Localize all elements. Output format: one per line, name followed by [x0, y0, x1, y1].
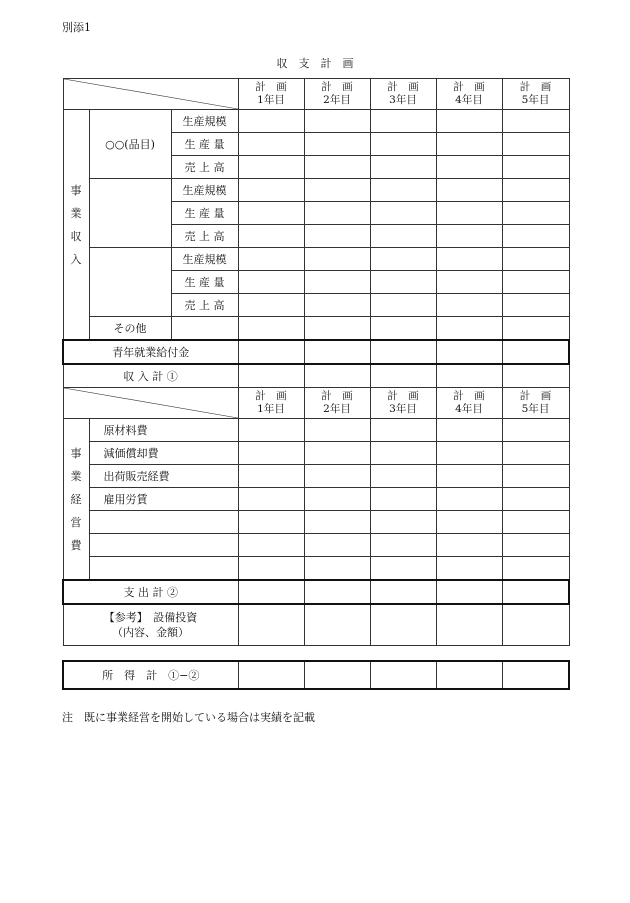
item-name-cell[interactable]	[89, 248, 171, 317]
value-cell[interactable]	[436, 419, 502, 442]
value-cell[interactable]	[370, 511, 436, 534]
year-header-2: 計 画 2年目	[304, 79, 370, 110]
income-header-row	[63, 79, 569, 110]
expense-row	[63, 488, 569, 511]
value-cell[interactable]	[436, 661, 502, 689]
value-cell[interactable]	[502, 271, 569, 294]
sub-row-label: 生産規模	[171, 110, 238, 133]
value-cell[interactable]	[436, 604, 502, 646]
value-cell[interactable]	[370, 133, 436, 156]
value-cell[interactable]	[436, 340, 502, 364]
year-header-1: 計 画 1年目	[238, 79, 304, 110]
value-cell[interactable]	[238, 202, 304, 225]
value-cell[interactable]	[304, 534, 370, 557]
value-cell[interactable]	[502, 488, 569, 511]
expense-total-row	[63, 580, 569, 604]
sub-row-label: 生 産 量	[171, 202, 238, 225]
value-cell[interactable]	[238, 488, 304, 511]
expense-row	[63, 511, 569, 534]
diagonal-header-cell	[63, 388, 238, 419]
year-header-3: 計 画 3年目	[370, 79, 436, 110]
value-cell[interactable]	[370, 110, 436, 133]
value-cell[interactable]	[502, 202, 569, 225]
expense-row	[63, 465, 569, 488]
expense-item-label: 出荷販売経費	[89, 465, 238, 488]
income-total-table	[62, 660, 570, 690]
value-cell[interactable]	[502, 419, 569, 442]
value-cell[interactable]	[370, 580, 436, 604]
value-cell[interactable]	[304, 364, 370, 388]
year-header-5: 計 画 5年目	[502, 79, 569, 110]
value-cell[interactable]	[304, 557, 370, 581]
sub-row-label: 生産規模	[171, 179, 238, 202]
reference-line-1: 【参考】 設備投資	[103, 611, 198, 624]
value-cell[interactable]	[304, 156, 370, 179]
income-other-row	[63, 317, 569, 341]
other-label: その他	[89, 317, 171, 341]
sub-row-label: 売 上 高	[171, 294, 238, 317]
value-cell[interactable]	[238, 340, 304, 364]
expense-header-row	[63, 388, 569, 419]
expense-item-label: 原材料費	[89, 419, 238, 442]
expense-row	[63, 419, 569, 442]
value-cell[interactable]	[238, 271, 304, 294]
value-cell[interactable]	[238, 156, 304, 179]
value-cell[interactable]	[502, 442, 569, 465]
sub-row-label: 生 産 量	[171, 271, 238, 294]
value-cell[interactable]	[238, 419, 304, 442]
expense-item-label: 減価償却費	[89, 442, 238, 465]
value-cell[interactable]	[238, 133, 304, 156]
value-cell[interactable]	[304, 442, 370, 465]
value-cell[interactable]	[238, 248, 304, 271]
value-cell[interactable]	[304, 248, 370, 271]
expense-row	[63, 557, 569, 581]
value-cell[interactable]	[436, 248, 502, 271]
value-cell[interactable]	[436, 317, 502, 341]
value-cell[interactable]	[502, 364, 569, 388]
value-cell[interactable]	[502, 248, 569, 271]
value-cell[interactable]	[502, 110, 569, 133]
value-cell[interactable]	[502, 317, 569, 341]
value-cell[interactable]	[502, 580, 569, 604]
value-cell[interactable]	[304, 225, 370, 248]
year-header-5: 計 画 5年目	[502, 388, 569, 419]
expense-row	[63, 534, 569, 557]
income-category-label: 事 業 収 入	[63, 110, 89, 341]
value-cell[interactable]	[370, 248, 436, 271]
value-cell[interactable]	[238, 580, 304, 604]
value-cell[interactable]	[436, 511, 502, 534]
value-cell[interactable]	[238, 225, 304, 248]
net-income-row	[63, 661, 569, 689]
value-cell[interactable]	[238, 511, 304, 534]
value-cell[interactable]	[436, 465, 502, 488]
value-cell[interactable]	[436, 202, 502, 225]
value-cell[interactable]	[370, 465, 436, 488]
value-cell[interactable]	[502, 557, 569, 581]
year-header-3: 計 画 3年目	[370, 388, 436, 419]
value-cell[interactable]	[304, 419, 370, 442]
value-cell[interactable]	[304, 294, 370, 317]
value-cell[interactable]	[370, 202, 436, 225]
value-cell[interactable]	[304, 340, 370, 364]
expense-total-label: 支 出 計 ②	[63, 580, 238, 604]
item-name-cell[interactable]	[89, 179, 171, 248]
footnote: 注 既に事業経営を開始している場合は実績を記載	[62, 711, 315, 724]
income-total-label: 収 入 計 ①	[63, 364, 238, 388]
value-cell[interactable]	[436, 179, 502, 202]
value-cell[interactable]	[238, 110, 304, 133]
value-cell[interactable]	[238, 442, 304, 465]
value-cell[interactable]	[502, 465, 569, 488]
value-cell[interactable]	[304, 488, 370, 511]
year-header-1: 計 画 1年目	[238, 388, 304, 419]
value-cell[interactable]	[238, 557, 304, 581]
value-cell[interactable]	[370, 557, 436, 581]
value-cell[interactable]	[502, 511, 569, 534]
value-cell[interactable]	[502, 179, 569, 202]
value-cell[interactable]	[436, 557, 502, 581]
value-cell[interactable]	[436, 294, 502, 317]
income-group2-row1	[63, 179, 569, 202]
value-cell[interactable]	[436, 488, 502, 511]
net-income-label: 所 得 計 ①−②	[63, 661, 238, 689]
value-cell[interactable]	[370, 225, 436, 248]
value-cell[interactable]	[436, 271, 502, 294]
attachment-label: 別添1	[62, 21, 91, 34]
value-cell[interactable]	[370, 661, 436, 689]
value-cell[interactable]	[238, 534, 304, 557]
value-cell[interactable]	[238, 661, 304, 689]
value-cell[interactable]	[436, 156, 502, 179]
year-header-4: 計 画 4年目	[436, 388, 502, 419]
value-cell[interactable]	[304, 511, 370, 534]
reference-row	[63, 604, 569, 646]
value-cell[interactable]	[436, 442, 502, 465]
value-cell[interactable]	[502, 225, 569, 248]
expense-row	[63, 442, 569, 465]
value-cell[interactable]	[502, 133, 569, 156]
other-detail-cell[interactable]	[171, 317, 238, 341]
value-cell[interactable]	[436, 534, 502, 557]
item-name-cell: ○○(品目)	[89, 110, 171, 179]
income-group1-row1	[63, 110, 569, 133]
subsidy-label: 青年就業給付金	[63, 340, 238, 364]
value-cell[interactable]	[370, 340, 436, 364]
value-cell[interactable]	[502, 604, 569, 646]
expense-category-label: 事 業 経 営 費	[63, 419, 89, 581]
value-cell[interactable]	[304, 133, 370, 156]
value-cell[interactable]	[370, 156, 436, 179]
value-cell[interactable]	[502, 661, 569, 689]
value-cell[interactable]	[370, 419, 436, 442]
value-cell[interactable]	[370, 442, 436, 465]
value-cell[interactable]	[370, 488, 436, 511]
value-cell[interactable]	[436, 580, 502, 604]
value-cell[interactable]	[238, 294, 304, 317]
value-cell[interactable]	[304, 465, 370, 488]
value-cell[interactable]	[370, 364, 436, 388]
value-cell[interactable]	[436, 364, 502, 388]
value-cell[interactable]	[304, 271, 370, 294]
value-cell[interactable]	[304, 317, 370, 341]
value-cell[interactable]	[370, 179, 436, 202]
value-cell[interactable]	[436, 225, 502, 248]
value-cell[interactable]	[436, 110, 502, 133]
value-cell[interactable]	[238, 317, 304, 341]
expense-item-label[interactable]	[89, 511, 238, 534]
value-cell[interactable]	[304, 202, 370, 225]
value-cell[interactable]	[502, 294, 569, 317]
expense-item-label[interactable]	[89, 534, 238, 557]
value-cell[interactable]	[238, 364, 304, 388]
year-header-2: 計 画 2年目	[304, 388, 370, 419]
expense-item-label: 雇用労賃	[89, 488, 238, 511]
diagonal-header-cell	[63, 79, 238, 110]
income-group3-row1	[63, 248, 569, 271]
value-cell[interactable]	[304, 580, 370, 604]
sub-row-label: 生 産 量	[171, 133, 238, 156]
value-cell[interactable]	[502, 340, 569, 364]
reference-line-2: （内容、金額）	[112, 626, 189, 639]
value-cell[interactable]	[238, 604, 304, 646]
sub-row-label: 売 上 高	[171, 156, 238, 179]
value-cell[interactable]	[370, 271, 436, 294]
value-cell[interactable]	[502, 534, 569, 557]
income-total-row	[63, 364, 569, 388]
value-cell[interactable]	[304, 604, 370, 646]
value-cell[interactable]	[370, 604, 436, 646]
value-cell[interactable]	[370, 534, 436, 557]
value-cell[interactable]	[304, 179, 370, 202]
subsidy-row	[63, 340, 569, 364]
expense-item-label[interactable]	[89, 557, 238, 581]
year-header-4: 計 画 4年目	[436, 79, 502, 110]
value-cell[interactable]	[370, 317, 436, 341]
value-cell[interactable]	[436, 133, 502, 156]
sub-row-label: 生産規模	[171, 248, 238, 271]
value-cell[interactable]	[502, 156, 569, 179]
value-cell[interactable]	[304, 110, 370, 133]
sub-row-label: 売 上 高	[171, 225, 238, 248]
value-cell[interactable]	[238, 179, 304, 202]
value-cell[interactable]	[238, 465, 304, 488]
reference-label	[63, 604, 238, 646]
income-expense-table	[62, 78, 570, 646]
value-cell[interactable]	[370, 294, 436, 317]
value-cell[interactable]	[304, 661, 370, 689]
page-title: 収 支 計 画	[276, 57, 354, 70]
